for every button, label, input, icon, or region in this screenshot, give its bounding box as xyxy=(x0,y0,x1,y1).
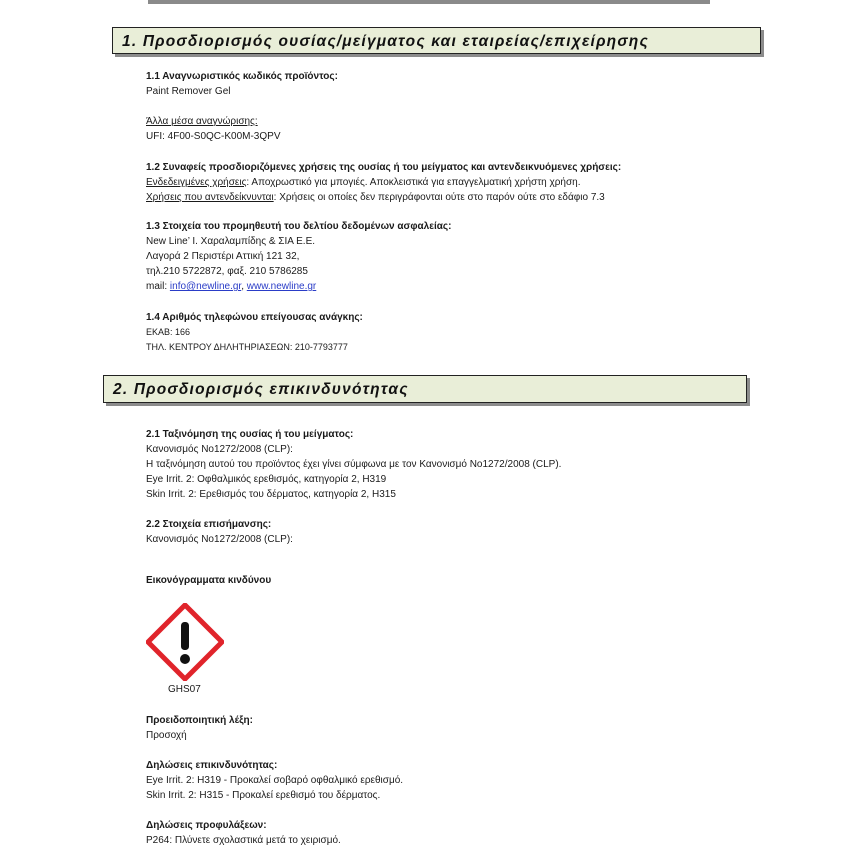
s14-title: 1.4 Αριθμός τηλεφώνου επείγουσας ανάγκης: xyxy=(146,312,363,323)
supplier-address: Λαγορά 2 Περιστέρι Αττική 121 32, xyxy=(146,251,300,262)
precaution-line: P264: Πλύνετε σχολαστικά μετά το χειρισμό. xyxy=(146,835,341,846)
hazard-title: Δηλώσεις επικινδυνότητας: xyxy=(146,760,278,771)
s21-title: 2.1 Ταξινόμηση της ουσίας ή του μείγματος: xyxy=(146,429,354,440)
hazard-statements xyxy=(146,758,403,803)
signal-word xyxy=(146,713,253,743)
s12-title: 1.2 Συναφείς προσδιοριζόμενες χρήσεις της ουσίας ή του μείγματος και αντενδεικνυόμενες χρήσεις: xyxy=(146,162,622,173)
pictograms-heading xyxy=(146,573,271,588)
contra-uses xyxy=(146,190,621,205)
section-1-title: 1. Προσδιορισμός ουσίας/μείγματος και εταιρείας/επιχείρησης xyxy=(122,33,649,50)
supplier-company: New Line’ Ι. Χαραλαμπίδης & ΣΙΑ Ε.Ε. xyxy=(146,236,316,247)
ghs07-exclamation-icon xyxy=(146,603,224,681)
label-elements xyxy=(146,517,293,547)
signal-word-value: Προσοχή xyxy=(146,730,187,741)
contra-uses-label: Χρήσεις που αντενδείκνυνται xyxy=(146,192,274,203)
emergency-phone xyxy=(146,310,363,355)
mail-prefix: mail: xyxy=(146,281,170,292)
classification-line: Eye Irrit. 2: Οφθαλμικός ερεθισμός, κατηγορία 2, H319 xyxy=(146,474,387,485)
link-separator: , xyxy=(241,281,247,292)
supplier-details xyxy=(146,219,451,294)
classification-line: Κανονισμός Νο1272/2008 (CLP): xyxy=(146,444,293,455)
indicated-uses xyxy=(146,175,621,190)
relevant-uses xyxy=(146,160,621,205)
pictograms-title: Εικονόγραμματα κινδύνου xyxy=(146,575,272,586)
email-link[interactable]: info@newline.gr xyxy=(169,281,242,292)
signal-title: Προειδοποιητική λέξη: xyxy=(146,715,253,726)
contra-uses-text: : Χρήσεις οι οποίες δεν περιγράφονται ούτε στο παρόν ούτε στο εδάφιο 7.3 xyxy=(273,192,605,203)
s11-title: 1.1 Αναγνωριστικός κωδικός προϊόντος: xyxy=(146,71,338,82)
other-identification xyxy=(146,114,280,144)
indicated-uses-label: Ενδεδειγμένες χρήσεις xyxy=(146,177,247,188)
ufi-code: UFI: 4F00-S0QC-K00M-3QPV xyxy=(146,131,281,142)
ghs-code: GHS07 xyxy=(168,684,201,695)
s13-title: 1.3 Στοιχεία του προμηθευτή του δελτίου δεδομένων ασφαλείας: xyxy=(146,221,452,232)
classification-line: Skin Irrit. 2: Ερεθισμός του δέρματος, κατηγορία 2, H315 xyxy=(146,489,396,500)
section-2-title: 2. Προσδιορισμός επικινδυνότητας xyxy=(113,381,409,398)
s22-title: 2.2 Στοιχεία επισήμανσης: xyxy=(146,519,272,530)
precautionary-statements xyxy=(146,818,341,848)
indicated-uses-text: : Αποχρωστικό για μπογιές. Αποκλειστικά για επαγγελματική χρήστη χρήση. xyxy=(246,177,581,188)
classification-line: Η ταξινόμηση αυτού του προϊόντος έχει γίνει σύμφωνα με τον Κανονισμό Νο1272/2008 (CLP). xyxy=(146,459,562,470)
website-link[interactable]: www.newline.gr xyxy=(246,281,317,292)
supplier-mail xyxy=(146,279,451,294)
other-id-label: Άλλα μέσα αναγνώρισης: xyxy=(146,116,258,127)
top-rule xyxy=(148,0,710,4)
classification xyxy=(146,427,561,502)
hazard-line: Eye Irrit. 2: H319 - Προκαλεί σοβαρό οφθαλμικό ερεθισμό. xyxy=(146,775,404,786)
product-name: Paint Remover Gel xyxy=(146,86,231,97)
section-2-heading xyxy=(103,375,747,403)
ekab-number: ΕΚΑΒ: 166 xyxy=(146,327,191,337)
poison-center-number: ΤΗΛ. ΚΕΝΤΡΟΥ ΔΗΛΗΤΗΡΙΑΣΕΩΝ: 210-7793777 xyxy=(146,342,348,352)
section-1-heading xyxy=(112,27,761,54)
supplier-phone: τηλ.210 5722872, φαξ. 210 5786285 xyxy=(146,266,308,277)
precaution-title: Δηλώσεις προφυλάξεων: xyxy=(146,820,267,831)
product-identifier xyxy=(146,69,338,99)
hazard-line: Skin Irrit. 2: H315 - Προκαλεί ερεθισμό του δέρματος. xyxy=(146,790,381,801)
label-regulation: Κανονισμός Νο1272/2008 (CLP): xyxy=(146,534,293,545)
